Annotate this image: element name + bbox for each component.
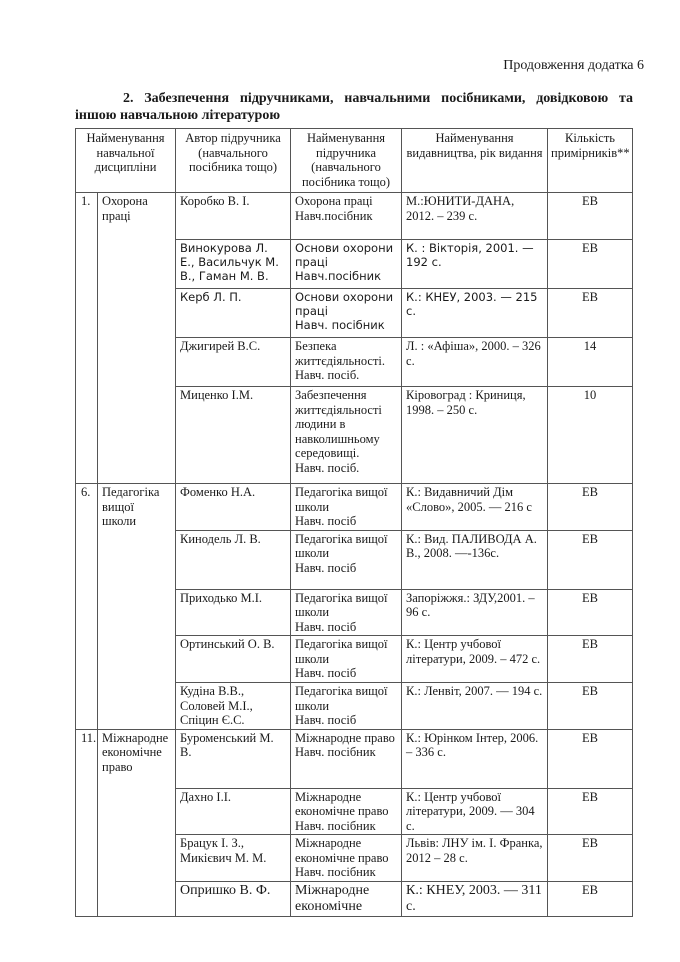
- quantity-cell: ЕВ: [548, 729, 633, 788]
- literature-table: [75, 128, 633, 917]
- table-row: [76, 484, 633, 531]
- book-cell: Педагогіка вищої школи Навч. посіб: [291, 636, 402, 683]
- book-cell: Міжнародне економічне право Навч. посібник: [291, 835, 402, 882]
- author-cell: Джигирей В.С.: [176, 338, 291, 387]
- discipline-name: Педагогіка вищої школи: [98, 484, 176, 730]
- publisher-cell: М.:ЮНИТИ-ДАНА, 2012. – 239 с.: [402, 193, 548, 240]
- publisher-cell: Львів: ЛНУ ім. І. Франка, 2012 – 28 с.: [402, 835, 548, 882]
- author-cell: Миценко І.М.: [176, 387, 291, 484]
- book-cell: Педагогіка вищої школи Навч. посіб: [291, 530, 402, 589]
- quantity-cell: ЕВ: [548, 193, 633, 240]
- author-cell: Буроменський М. В.: [176, 729, 291, 788]
- quantity-cell: ЕВ: [548, 484, 633, 531]
- table-header-row: [76, 129, 633, 193]
- book-cell: Охорона праці Навч.посібник: [291, 193, 402, 240]
- quantity-cell: 14: [548, 338, 633, 387]
- author-cell: Фоменко Н.А.: [176, 484, 291, 531]
- book-cell: Основи охорони праці Навч. посібник: [291, 289, 402, 338]
- book-cell: Забезпечення життєдіяльності людини в навколишньому середовищі. Навч. посіб.: [291, 387, 402, 484]
- quantity-cell: ЕВ: [548, 589, 633, 636]
- author-cell: Ортинський О. В.: [176, 636, 291, 683]
- book-cell: Педагогіка вищої школи Навч. посіб: [291, 484, 402, 531]
- quantity-cell: ЕВ: [548, 240, 633, 289]
- book-cell: Основи охорони праці Навч.посібник: [291, 240, 402, 289]
- discipline-number: 6.: [76, 484, 98, 730]
- author-cell: Опришко В. Ф.: [176, 881, 291, 916]
- author-cell: Кинодель Л. В.: [176, 530, 291, 589]
- quantity-cell: ЕВ: [548, 289, 633, 338]
- publisher-cell: Кіровоград : Криниця, 1998. – 250 с.: [402, 387, 548, 484]
- header-publisher: Найменування видавництва, рік видання: [402, 129, 548, 193]
- publisher-cell: К. : Вікторія, 2001. — 192 с.: [402, 240, 548, 289]
- header-author: Автор підручника (навчального посібника тощо): [176, 129, 291, 193]
- author-cell: Винокурова Л. Е., Васильчук М. В., Гаман М. В.: [176, 240, 291, 289]
- quantity-cell: ЕВ: [548, 788, 633, 835]
- publisher-cell: К.: Видавничий Дім «Слово», 2005. — 216 с: [402, 484, 548, 531]
- book-cell: Міжнародне право Навч. посібник: [291, 729, 402, 788]
- publisher-cell: К.: Центр учбової літератури, 2009. — 304 с.: [402, 788, 548, 835]
- discipline-name: Охорона праці: [98, 193, 176, 484]
- quantity-cell: ЕВ: [548, 835, 633, 882]
- author-cell: Брацук І. З., Микієвич М. М.: [176, 835, 291, 882]
- quantity-cell: ЕВ: [548, 881, 633, 916]
- publisher-cell: К.: КНЕУ, 2003. — 311 с.: [402, 881, 548, 916]
- publisher-cell: К.: Вид. ПАЛИВОДА А. В., 2008. —-136с.: [402, 530, 548, 589]
- publisher-cell: Запоріжжя.: ЗДУ,2001. – 96 с.: [402, 589, 548, 636]
- publisher-cell: К.: КНЕУ, 2003. — 215 с.: [402, 289, 548, 338]
- author-cell: Кудіна В.В., Соловей М.І., Спіцин Є.С.: [176, 683, 291, 730]
- quantity-cell: ЕВ: [548, 636, 633, 683]
- publisher-cell: К.: Центр учбової літератури, 2009. – 472 с.: [402, 636, 548, 683]
- quantity-cell: ЕВ: [548, 683, 633, 730]
- discipline-number: 1.: [76, 193, 98, 484]
- section-title: 2. Забезпечення підручниками, навчальними посібниками, довідковою та іншою навчальною літературою: [75, 91, 633, 123]
- table-row: [76, 193, 633, 240]
- book-cell: Міжнародне економічне право Навч. посібник: [291, 788, 402, 835]
- author-cell: Дахно І.І.: [176, 788, 291, 835]
- table-row: [76, 729, 633, 788]
- publisher-cell: Л. : «Афіша», 2000. – 326 с.: [402, 338, 548, 387]
- quantity-cell: 10: [548, 387, 633, 484]
- publisher-cell: К.: Юрінком Інтер, 2006. – 336 с.: [402, 729, 548, 788]
- author-cell: Коробко В. І.: [176, 193, 291, 240]
- author-cell: Приходько М.І.: [176, 589, 291, 636]
- continuation-label: Продовження додатка 6: [503, 58, 644, 73]
- author-cell: Керб Л. П.: [176, 289, 291, 338]
- discipline-number: 11.: [76, 729, 98, 916]
- book-cell: Педагогіка вищої школи Навч. посіб: [291, 589, 402, 636]
- discipline-name: Міжнародне економічне право: [98, 729, 176, 916]
- book-cell: Безпека життєдіяльності. Навч. посіб.: [291, 338, 402, 387]
- book-cell: Педагогіка вищої школи Навч. посіб: [291, 683, 402, 730]
- book-cell: Міжнародне економічне: [291, 881, 402, 916]
- header-discipline: Найменування навчальної дисципліни: [76, 129, 176, 193]
- header-book: Найменування підручника (навчального посібника тощо): [291, 129, 402, 193]
- publisher-cell: К.: Ленвіт, 2007. — 194 с.: [402, 683, 548, 730]
- quantity-cell: ЕВ: [548, 530, 633, 589]
- header-quantity: Кількість примірників**: [548, 129, 633, 193]
